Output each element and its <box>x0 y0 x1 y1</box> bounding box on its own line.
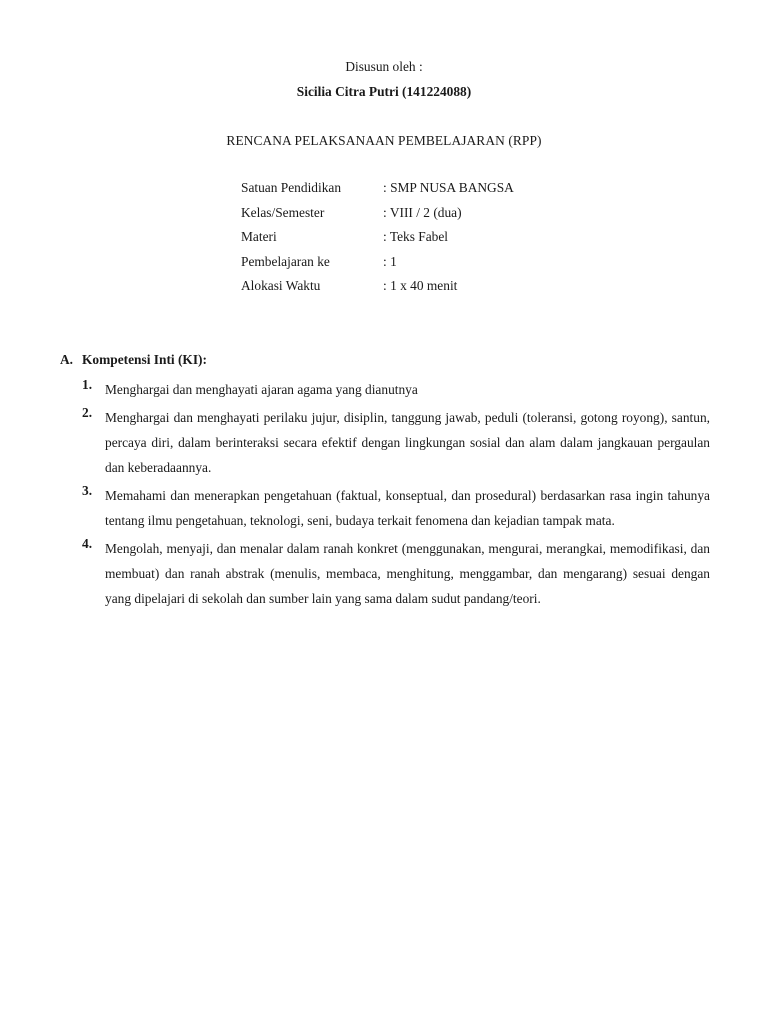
info-row-satuan-pendidikan <box>241 180 581 205</box>
author-name: Sicilia Citra Putri (141224088) <box>296 84 472 99</box>
item-number: 2. <box>82 405 93 420</box>
section-heading <box>60 352 710 374</box>
info-row-kelas-semester <box>241 205 581 230</box>
info-value: : SMP NUSA BANGSA <box>383 180 514 195</box>
item-number: 3. <box>82 483 93 498</box>
list-item <box>60 405 710 480</box>
prepared-by-label: Disusun oleh : <box>345 59 423 74</box>
info-value: : Teks Fabel <box>383 229 449 244</box>
list-item <box>60 377 710 402</box>
item-text: Memahami dan menerapkan pengetahuan (faktual, konseptual, dan prosedural) berdasarkan rasa ingin tahunya tentang ilmu pengetahuan, teknologi, seni, budaya terkait fenomena dan kejadian tampak mata. <box>105 488 710 528</box>
document-title: RENCANA PELAKSANAAN PEMBELAJARAN (RPP) <box>226 133 542 148</box>
info-label: Pembelajaran ke <box>241 253 330 269</box>
info-label: Alokasi Waktu <box>241 278 321 293</box>
info-label: Kelas/Semester <box>241 204 325 220</box>
info-value: : 1 x 40 menit <box>383 278 458 293</box>
item-text: Menghargai dan menghayati ajaran agama yang dianutnya <box>105 382 418 397</box>
section-kompetensi-inti <box>60 352 710 614</box>
ki-list <box>60 377 710 611</box>
section-letter: A. <box>60 352 74 367</box>
item-text: Menghargai dan menghayati perilaku jujur, disiplin, tanggung jawab, peduli (toleransi, gotong royong), santun, percaya diri, dalam berinteraksi secara efektif dengan lingkungan sosial dan alam dalam jangkauan pergaulan dan keberadaannya. <box>105 410 710 475</box>
list-item <box>60 536 710 611</box>
item-number: 1. <box>82 377 93 392</box>
info-row-alokasi-waktu <box>241 278 581 303</box>
info-value: : 1 <box>383 253 397 269</box>
info-row-materi <box>241 229 581 254</box>
info-row-pembelajaran-ke <box>241 254 581 279</box>
info-value: : VIII / 2 (dua) <box>383 204 462 220</box>
info-label: Materi <box>241 229 277 244</box>
item-number: 4. <box>82 536 93 551</box>
item-text: Mengolah, menyaji, dan menalar dalam ranah konkret (menggunakan, mengurai, merangkai, memodifikasi, dan membuat) dan ranah abstrak (menulis, membaca, menghitung, menggambar, dan mengarang) sesuai dengan yang dipelajari di sekolah dan sumber lain yang sama dalam sudut pandang/teori. <box>105 541 710 606</box>
info-label: Satuan Pendidikan <box>241 180 342 195</box>
identity-table <box>241 180 581 303</box>
list-item <box>60 483 710 533</box>
section-title: Kompetensi Inti (KI): <box>82 352 207 367</box>
